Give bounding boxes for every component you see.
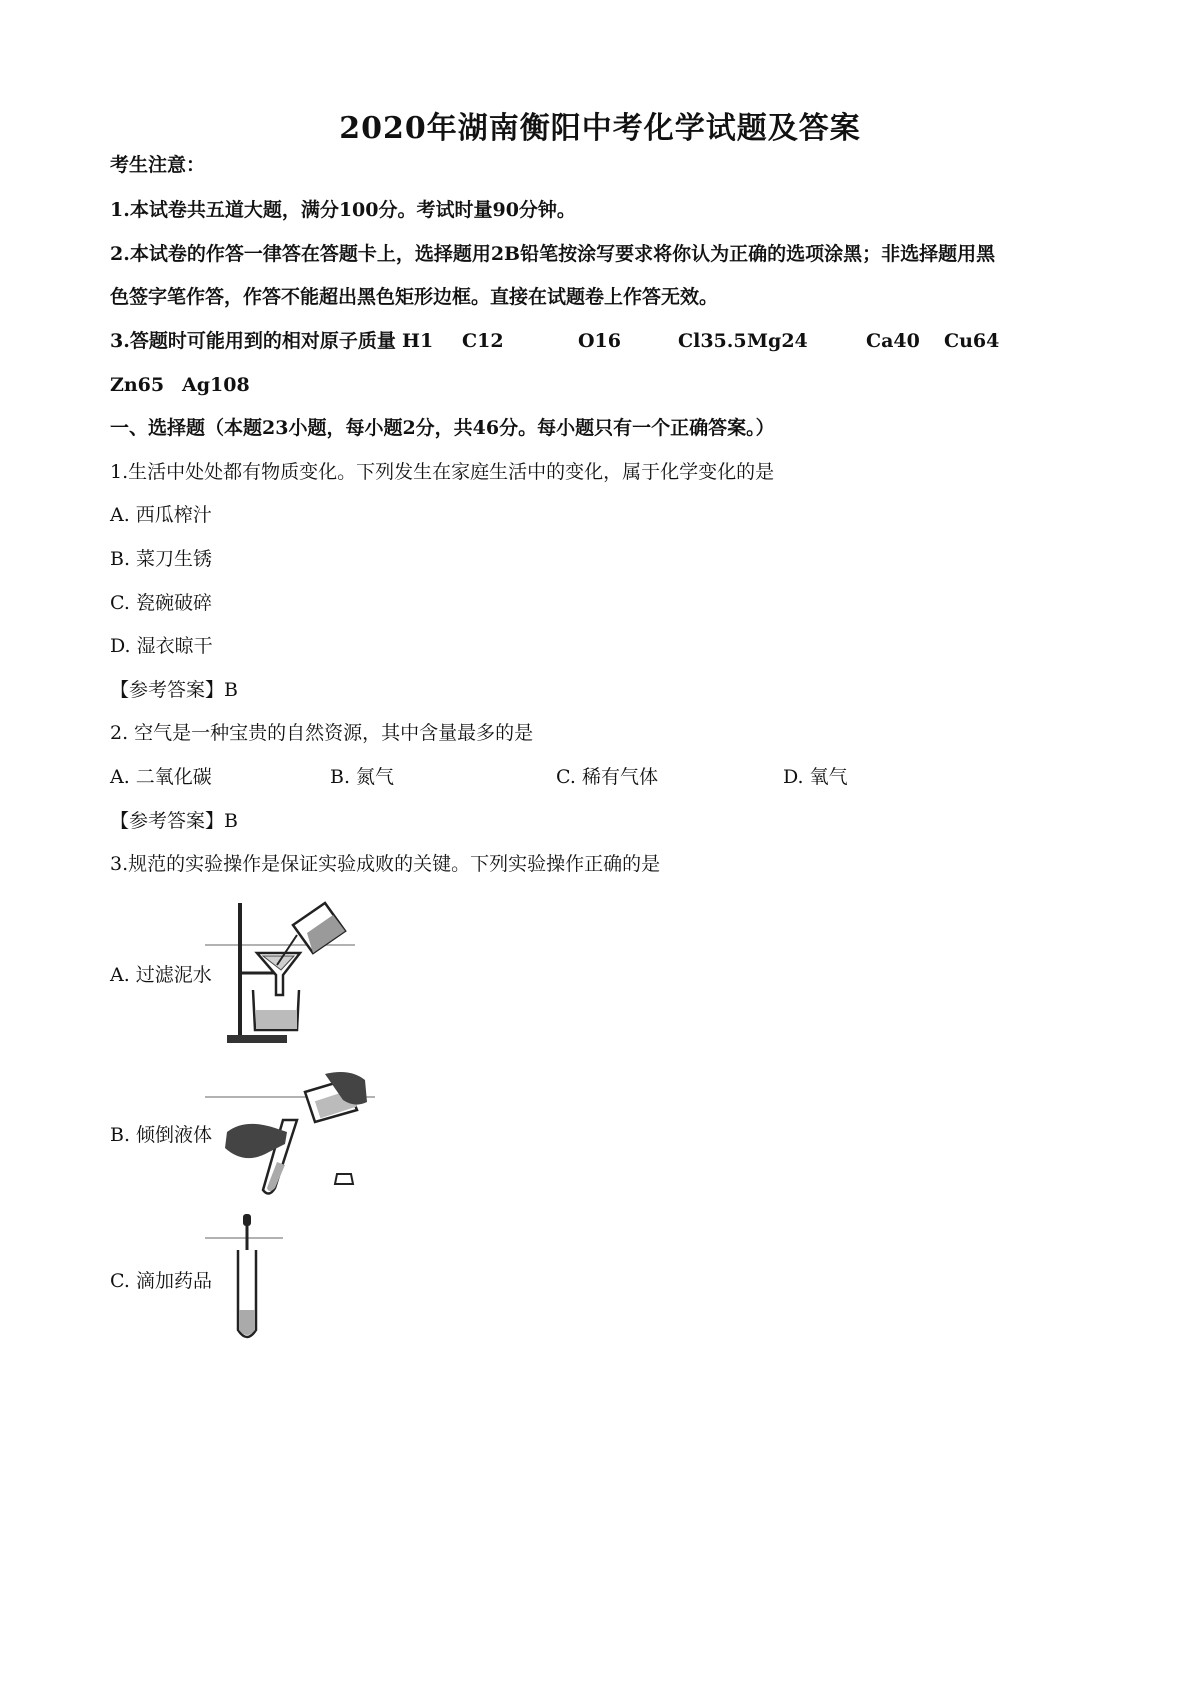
q1-option-c: C. 瓷碗破碎 (110, 592, 212, 614)
section-1-heading: 一、选择题（本题23小题，每小题2分，共46分。每小题只有一个正确答案。） (110, 417, 775, 439)
page-title: 2020年湖南衡阳中考化学试题及答案 (339, 111, 861, 146)
mass-h: H1 (402, 330, 434, 352)
mass-ca: Ca40 (866, 330, 920, 352)
mass-ag: Ag108 (182, 374, 250, 396)
q3-option-c-label: C. 滴加药品 (110, 1270, 212, 1292)
mass-zn: Zn65 (110, 374, 165, 396)
mass-cu: Cu64 (944, 330, 1000, 352)
q1-stem: 1.生活中处处都有物质变化。下列发生在家庭生活中的变化，属于化学变化的是 (110, 461, 775, 483)
mass-mg: Mg24 (747, 330, 808, 352)
q3-option-b-label: B. 倾倒液体 (110, 1124, 213, 1146)
q2-option-b: B. 氮气 (330, 766, 395, 788)
mass-o: O16 (578, 330, 621, 352)
pouring-liquid-image (205, 1070, 375, 1200)
notice-heading: 考生注意： (110, 154, 206, 176)
q1-option-a: A. 西瓜榨汁 (110, 504, 212, 526)
mass-cl: Cl35.5 (678, 330, 747, 352)
dropping-reagent-image (205, 1210, 285, 1345)
q2-option-d: D. 氧气 (783, 766, 848, 788)
q3-option-a-label: A. 过滤泥水 (110, 964, 212, 986)
q2-answer: 【参考答案】B (110, 810, 238, 832)
q1-answer: 【参考答案】B (110, 679, 238, 701)
notice-item-3 (110, 328, 396, 354)
q2-option-c: C. 稀有气体 (556, 766, 658, 788)
notice-item-1: 1.本试卷共五道大题，满分100分。考试时量90分钟。 (110, 199, 576, 221)
q1-option-d: D. 湿衣晾干 (110, 635, 213, 657)
q2-stem: 2. 空气是一种宝贵的自然资源，其中含量最多的是 (110, 722, 534, 744)
filtration-apparatus-image (205, 895, 360, 1050)
q2-option-a: A. 二氧化碳 (110, 766, 212, 788)
q1-option-b: B. 菜刀生锈 (110, 548, 213, 570)
notice-item-3-prefix: 3.答题时可能用到的相对原子质量 (110, 330, 396, 352)
q3-stem: 3.规范的实验操作是保证实验成败的关键。下列实验操作正确的是 (110, 853, 661, 875)
mass-c: C12 (462, 330, 504, 352)
notice-item-2-line-1: 2.本试卷的作答一律答在答题卡上，选择题用2B铅笔按涂写要求将你认为正确的选项涂黑；非选择题用黑 (110, 243, 996, 265)
notice-item-2-line-2: 色签字笔作答，作答不能超出黑色矩形边框。直接在试题卷上作答无效。 (110, 286, 719, 308)
